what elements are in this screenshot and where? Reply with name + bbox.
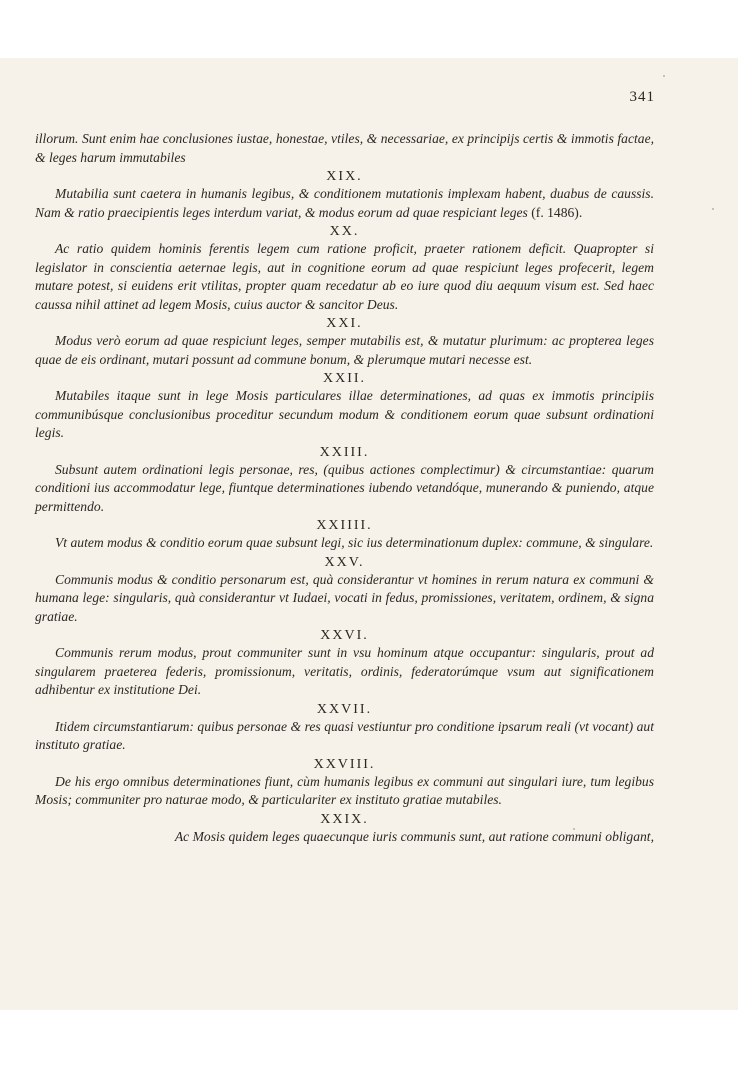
paragraph: Subsunt autem ordinationi legis personae, res, (quibus actiones complectimur) & circumstantiae: quarum conditioni ius accommodatur lege, fiuntque determinationes iubendo vetandóque, munerando & puniendo, atque permittendo. [35, 461, 654, 514]
paragraph: Ac ratio quidem hominis ferentis legem cum ratione proficit, praeter rationem deficit. Quapropter si legislator in conscientia aeternae legis, aut in cognitione eorum ad quae respiciunt leges profecerit, legem mutare potest, si euidens erit vtilitas, propter quam recedatur ab eo iure quod diu aequum visum est. Sed haec caussa nihil attinet ad legem Mosis, cuius auctor & sancitor Deus. [35, 241, 654, 312]
paper-speck [663, 75, 665, 77]
section-heading: XXV. [324, 554, 365, 570]
section-heading: XXIIII. [316, 518, 373, 533]
section-heading: XXIII. [319, 444, 370, 460]
section-heading: XIX. [326, 169, 363, 184]
section-heading: XXVI. [320, 628, 369, 643]
section-heading: XXVII. [316, 701, 373, 717]
paragraph: Ac Mosis quidem leges quaecunque iuris communis sunt, aut ratione communi obligant, [174, 828, 654, 844]
paragraph: Vt autem modus & conditio eorum quae subsunt legi, sic ius determinationum duplex: commune, & singulare. [55, 535, 654, 550]
page-number: 341 [629, 89, 655, 105]
paragraph: Modus verò eorum ad quae respiciunt leges, semper mutabilis est, & mutatur plurimum: ac propterea leges quae de eis ordinant, mutari possunt ad commune bonum, & plerumque mutari necesse est. [35, 333, 654, 367]
section-heading: XXI. [326, 316, 363, 331]
section-heading: XXII. [322, 371, 367, 386]
folio-reference: (f. 1486). [531, 204, 583, 220]
paragraph: De his ergo omnibus determinationes fiunt, cùm humanis legibus ex communi aut singulari iure, tum legibus Mosis; communiter pro naturae modo, & particulariter ex instituto gratiae mutabiles. [35, 773, 654, 807]
section-heading: XX. [329, 224, 360, 239]
paragraph: Communis modus & conditio personarum est, quà considerantur vt homines in rerum natura ex communi & humana lege: singularis, quà considerantur vt Iudaei, vocati in fedus, promissiones, veritatem, ordinem, & signa gratiae. [35, 571, 654, 624]
paragraph [35, 185, 654, 222]
body-text [35, 130, 654, 846]
paragraph: illorum. Sunt enim hae conclusiones iustae, honestae, vtiles, & necessariae, ex principijs certis & immotis factae, & leges harum immutabiles [35, 131, 654, 165]
book-page [0, 58, 738, 1010]
paragraph-text: Mutabilia sunt caetera in humanis legibus, & conditionem mutationis implexam habent, duabus de caussis. Nam & ratio praecipientis leges interdum variat, & modus eorum ad quae respiciant leges [35, 186, 654, 220]
paper-speck [712, 208, 714, 210]
paragraph: Itidem circumstantiarum: quibus personae & res quasi vestiuntur pro conditione ipsarum reali (vt vocant) aut instituto gratiae. [35, 718, 654, 752]
paragraph: Communis rerum modus, prout communiter sunt in vsu hominum atque occupantur: singularis, prout ad singularem praeterea federis, promissionum, veritatis, ordinis, federatorúmque vsum aut significationem adhibentur ex institutione Dei. [35, 645, 654, 697]
paragraph: Mutabiles itaque sunt in lege Mosis particulares illae determinationes, ad quas ex immotis principiis communibúsque conclusionibus proceditur secundum modum & conditionem eorum quae subsunt ordinationi legis. [35, 388, 654, 440]
section-heading: XXIX. [320, 811, 369, 827]
section-heading: XXVIII. [313, 756, 376, 772]
